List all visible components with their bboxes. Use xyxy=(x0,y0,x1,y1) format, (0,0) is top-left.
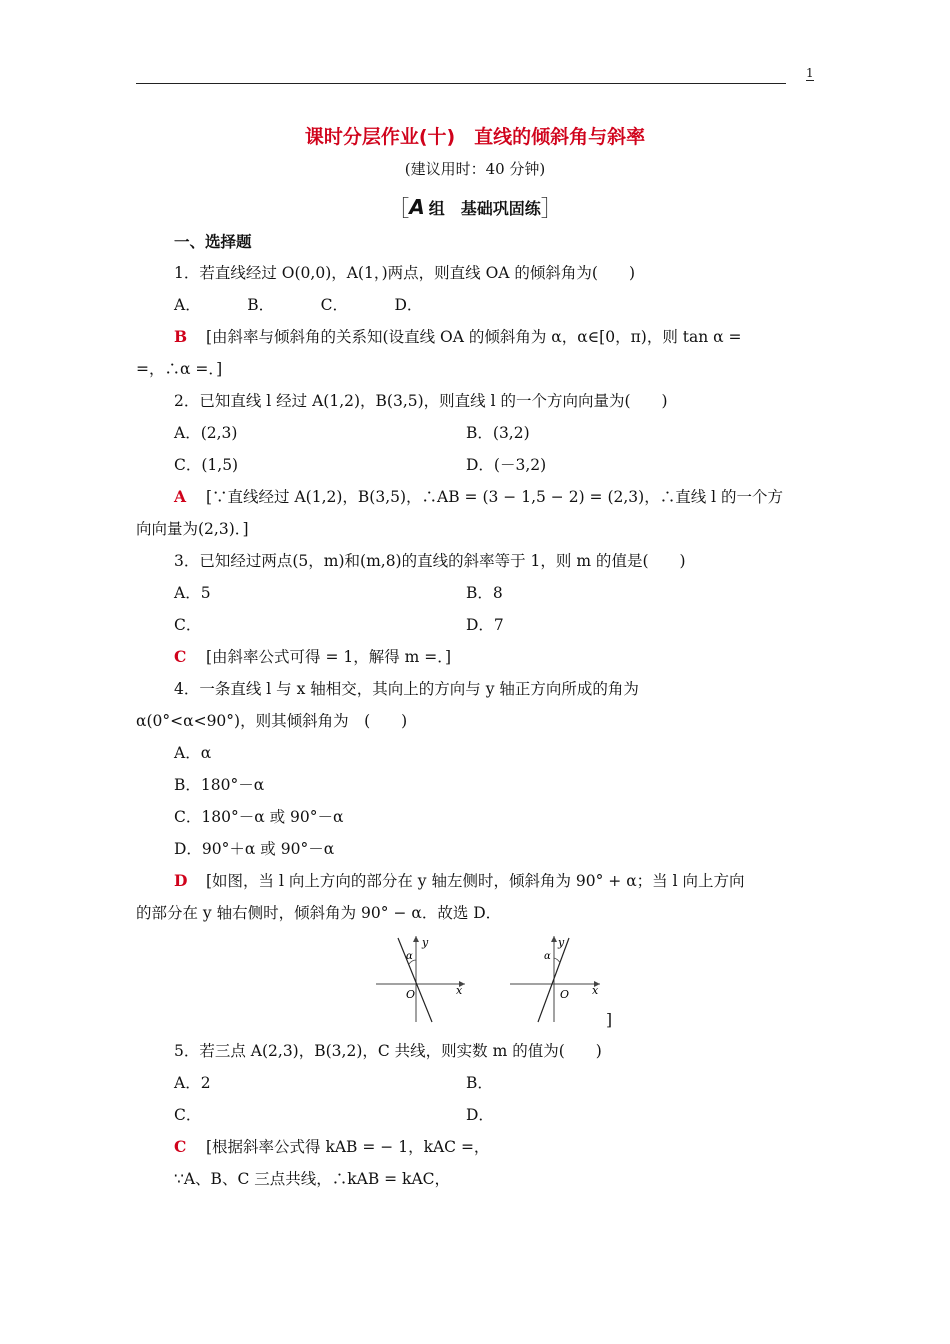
inclination-figure xyxy=(370,930,610,1025)
line-text: A．2 xyxy=(174,1074,211,1092)
text-line xyxy=(136,327,816,347)
option-right: B．(3,2) xyxy=(466,424,530,442)
text-line xyxy=(136,1137,816,1157)
group-letter: A xyxy=(409,195,425,219)
text-line xyxy=(136,455,816,475)
line-text: A．α xyxy=(174,744,212,762)
option-right: B． xyxy=(466,1074,493,1092)
figure-right xyxy=(510,936,600,1022)
figure-left-y: y xyxy=(422,936,429,949)
line-text: A．(2,3) xyxy=(174,424,238,442)
line-text: ∵A、B、C 三点共线，∴kAB = kAC， xyxy=(174,1170,450,1188)
text-line xyxy=(136,807,816,827)
line-text: 3．已知经过两点(5，m)和(m,8)的直线的斜率等于 1，则 m 的值是( ) xyxy=(174,552,686,570)
text-line xyxy=(136,583,816,603)
figure-right-y: y xyxy=(558,936,565,949)
line-text: [由斜率与倾斜角的关系知(设直线 OA 的倾斜角为 α，α∈[0，π)，则 tan α = xyxy=(206,328,742,346)
answer-letter: C xyxy=(174,647,187,666)
text-line xyxy=(136,615,816,635)
text-line xyxy=(136,359,816,379)
text-line xyxy=(136,711,816,731)
figure-left-x: x xyxy=(456,984,463,997)
line-text: 5．若三点 A(2,3)，B(3,2)，C 共线，则实数 m 的值为( ) xyxy=(174,1042,602,1060)
line-text: C．(1,5) xyxy=(174,456,239,474)
line-text: α(0°<α<90°)，则其倾斜角为 ( ) xyxy=(136,712,408,730)
text-line xyxy=(136,839,816,859)
text-line xyxy=(136,423,816,443)
option-right: D． xyxy=(466,1106,494,1124)
line-text: [由斜率公式可得 = 1，解得 m =．] xyxy=(206,648,452,666)
option-right: B．8 xyxy=(466,584,503,602)
text-line xyxy=(136,263,816,283)
line-text: [根据斜率公式得 kAB = − 1，kAC =， xyxy=(206,1138,490,1156)
line-text: C． xyxy=(174,616,202,634)
figure-left-alpha: α xyxy=(406,951,413,962)
text-line xyxy=(136,295,816,315)
group-heading xyxy=(0,192,950,223)
line-text: D．90°＋α 或 90°－α xyxy=(174,840,335,858)
line-text: [∵直线经过 A(1,2)，B(3,5)，∴AB = (3 − 1,5 − 2) = (2,3)，∴直线 l 的一个方 xyxy=(206,488,784,506)
group-label: 组 基础巩固练 xyxy=(428,199,541,218)
text-line xyxy=(136,1041,816,1061)
figure-left-origin: O xyxy=(406,988,416,1001)
figure-left xyxy=(376,936,465,1022)
line-text: 1．若直线经过 O(0,0)，A(1，)两点，则直线 OA 的倾斜角为( ) xyxy=(174,264,635,282)
text-line xyxy=(136,679,816,699)
text-line xyxy=(136,487,816,507)
figure-right-x: x xyxy=(592,984,599,997)
text-line xyxy=(136,647,816,667)
line-text: C．180°－α 或 90°－α xyxy=(174,808,344,826)
line-text: 向向量为(2,3)．] xyxy=(136,520,249,538)
text-line xyxy=(136,871,816,891)
line-text: 2．已知直线 l 经过 A(1,2)，B(3,5)，则直线 l 的一个方向向量为( ) xyxy=(174,392,668,410)
answer-letter: B xyxy=(174,327,188,346)
line-text: A．5 xyxy=(174,584,211,602)
text-line xyxy=(136,743,816,763)
option-right: D．(－3,2) xyxy=(466,456,547,474)
text-line xyxy=(136,551,816,571)
line-text: 4．一条直线 l 与 x 轴相交，其向上的方向与 y 轴正方向所成的角为 xyxy=(174,680,639,698)
figure-right-origin: O xyxy=(560,988,570,1001)
closing-bracket: ] xyxy=(606,1011,613,1029)
header-rule xyxy=(136,83,786,84)
section-heading: 一、选择题 xyxy=(174,233,252,251)
answer-letter: D xyxy=(174,871,188,890)
text-line xyxy=(136,1169,816,1189)
text-line xyxy=(136,775,816,795)
text-line xyxy=(136,1073,816,1093)
line-text: C． xyxy=(174,1106,202,1124)
answer-letter: C xyxy=(174,1137,187,1156)
page-number: 1 xyxy=(806,66,814,80)
figure-right-alpha: α xyxy=(544,951,551,962)
group-close-bracket: ］ xyxy=(540,197,563,222)
page-subtitle: (建议用时：40 分钟) xyxy=(404,160,546,178)
line-text: 的部分在 y 轴右侧时，倾斜角为 90° − α．故选 D． xyxy=(136,904,502,922)
answer-letter: A xyxy=(174,487,187,506)
line-text: B．180°－α xyxy=(174,776,265,794)
text-line xyxy=(136,1105,816,1125)
line-text: A． B． C． D． xyxy=(174,296,423,314)
option-right: D．7 xyxy=(466,616,504,634)
text-line xyxy=(136,519,816,539)
text-line xyxy=(136,903,816,923)
line-text: =，∴α =．] xyxy=(136,360,223,378)
text-line xyxy=(136,391,816,411)
group-open-bracket: ［ xyxy=(387,197,410,222)
page-title: 课时分层作业(十) 直线的倾斜角与斜率 xyxy=(304,126,646,148)
line-text: [如图，当 l 向上方向的部分在 y 轴左侧时，倾斜角为 90° + α；当 l 向上方向 xyxy=(206,872,745,890)
